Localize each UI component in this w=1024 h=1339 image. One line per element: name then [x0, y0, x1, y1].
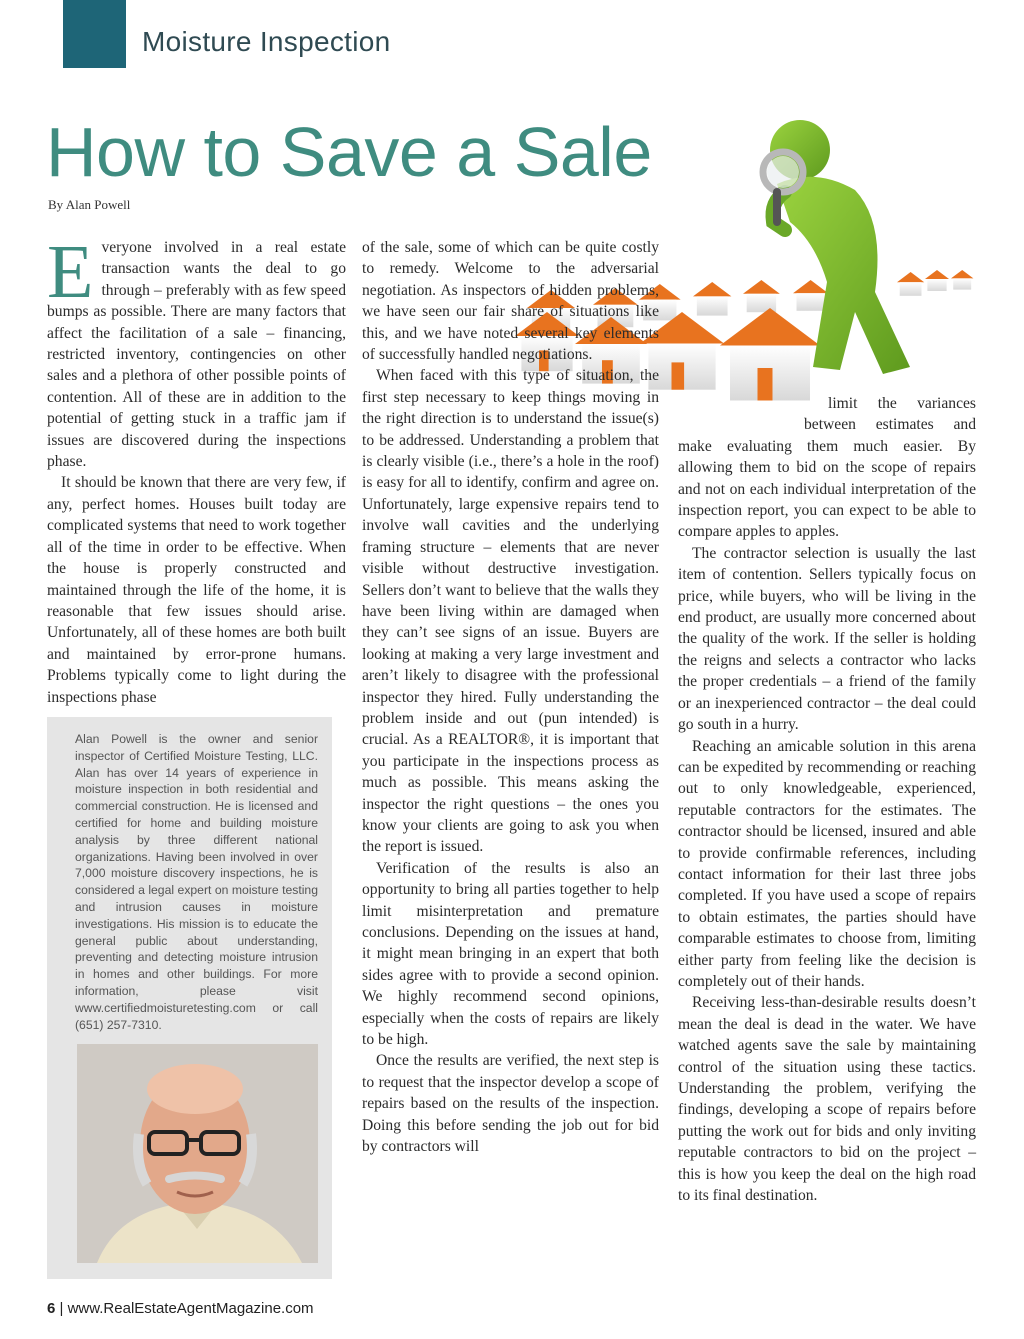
paragraph: Once the results are verified, the next step is to request that the inspector develop a scope of repairs based on the results of the inspection. Doing this before sending the job out for bid by contractors will	[362, 1052, 659, 1156]
paragraph	[47, 230, 346, 472]
author-bio-text: Alan Powell is the owner and senior inspector of Certified Moisture Testing, LLC. Alan has over 14 years of experience in moisture inspection in both residential and commercial construction. He is licensed and certified for home and building moisture analysis by three different national organizations. Having been involved in over 7,000 moisture discovery inspections, he is considered a legal expert on moisture testing and intrusion causes in moisture investigations. His mission is to educate the general public about understanding, preventing and detecting moisture intrusion in homes and other buildings. For more information, please visit www.certifiedmoisturetesting.com or call (651) 257-7310.	[75, 732, 318, 1032]
article-column-3	[678, 393, 976, 1206]
wrap-spacer	[678, 414, 804, 435]
footer-website: www.RealEstateAgentMagazine.com	[67, 1300, 314, 1317]
author-photo	[77, 1044, 318, 1263]
page-footer	[47, 1300, 314, 1317]
paragraph: Verification of the results is also an opportunity to bring all parties together to help limit misinterpretation and premature conclusions. Depending on the issues at hand, it might mean bringing in an expert that both sides agree with to provide a second opinion. We highly recommend second opinions, especially when the costs of repairs are likely to be high.	[362, 859, 659, 1049]
paragraph: Receiving less-than-desirable results doesn’t mean the deal is dead in the water. We have watched agents save the sale by maintaining control of the situation using these tactics. Understanding the problem, verifying the findings, developing a scope of repairs before putting the work out for bids and only inviting reputable contractors to bid on the project – this is how you keep the deal on the high road to its final destination.	[678, 994, 976, 1205]
article-column-1	[47, 230, 346, 708]
page-number: 6	[47, 1300, 56, 1317]
footer-separator: |	[59, 1300, 64, 1317]
section-color-block	[63, 0, 126, 68]
paragraph	[362, 237, 809, 365]
article-column-2	[362, 237, 659, 1157]
paragraph: The contractor selection is usually the last item of contention. Sellers typically focus on price, while buyers, who will be living in the end product, are usually more concerned about the quality of the work. If the seller is holding the reigns and selects a contractor who lacks the proper credentials – a friend of the family or an inexperienced contractor – the deal could go south in a hurry.	[678, 544, 976, 734]
paragraph-text: veryone involved in a real estate transaction wants the deal to go through – preferably with as few speed bumps as possible. There are many factors that affect the facilitation of a sale – financing, restricted inventory, contingencies on other sales and a plethora of other possible points of contention. All of these are in addition to the potential of getting stuck in a traffic jam if issues are discovered during the inspections phase.	[47, 239, 346, 471]
paragraph: When faced with this type of situation, the first step necessary to keep things moving in the right direction is to understand the issue(s) to be addressed. Understanding a problem that is clearly visible (i.e., there’s a hole in the roof) is easy for all to identify, confirm and agree on. Unfortunately, large expensive repairs tend to involve wall cavities and the underlying framing structure – elements that are never visible without destructive investigation. Sellers don’t want to believe that the walls they have been living within are damaged when they can’t see signs of an issue. Buyers are looking at making a very large investment and aren’t likely to disagree with the professional inspector they hired. Fully understanding the problem inside and out (pun intended) is crucial. As a REALTOR®, it is important that you participate in the inspections process as much as possible. This means asking the inspector the right questions – the ones you know your clients are going to ask you when the report is issued.	[362, 367, 659, 856]
article-title: How to Save a Sale	[46, 113, 652, 191]
wrap-spacer	[678, 393, 828, 414]
byline: By Alan Powell	[48, 197, 131, 212]
author-portrait-icon	[77, 1044, 318, 1263]
drop-cap: E	[47, 230, 94, 314]
paragraph: limit the variances between estimates and make evaluating them much easier. By allowing them to bid on the scope of repairs and not on each individual interpretation of the inspection report, you can expect to be able to compare apples to apples.	[678, 395, 976, 541]
section-label: Moisture Inspection	[142, 26, 391, 57]
paragraph-text: of the sale, some of which can be quite costly to remedy. Welcome to the adversarial negotiation. As inspectors of hidden problems, we have seen our fair share of situations like this, and we have noted several key elements of successfully handled negotiations.	[362, 239, 659, 364]
paragraph: Reaching an amicable solution in this arena can be expedited by recommending or reaching out to only knowledgeable, experienced, reputable contractors for the estimates. The contractor should be licensed, insured and able to provide confirmable references, including contact information for their last three jobs completed. If you have used a scope of repairs to obtain estimates, the parties should have comparable estimates to choose from, limiting either party from feeling like the decision is completely out of their hands.	[678, 737, 976, 990]
paragraph: It should be known that there are very few, if any, perfect homes. Houses built today are complicated systems that need to work together all of the time in order to be effective. When the house is properly constructed and maintained through the life of the home, it is reasonable that few issues should arise. Unfortunately, all of these homes are both built and maintained by error-prone humans. Problems typically come to light during the inspections phase	[47, 474, 346, 706]
